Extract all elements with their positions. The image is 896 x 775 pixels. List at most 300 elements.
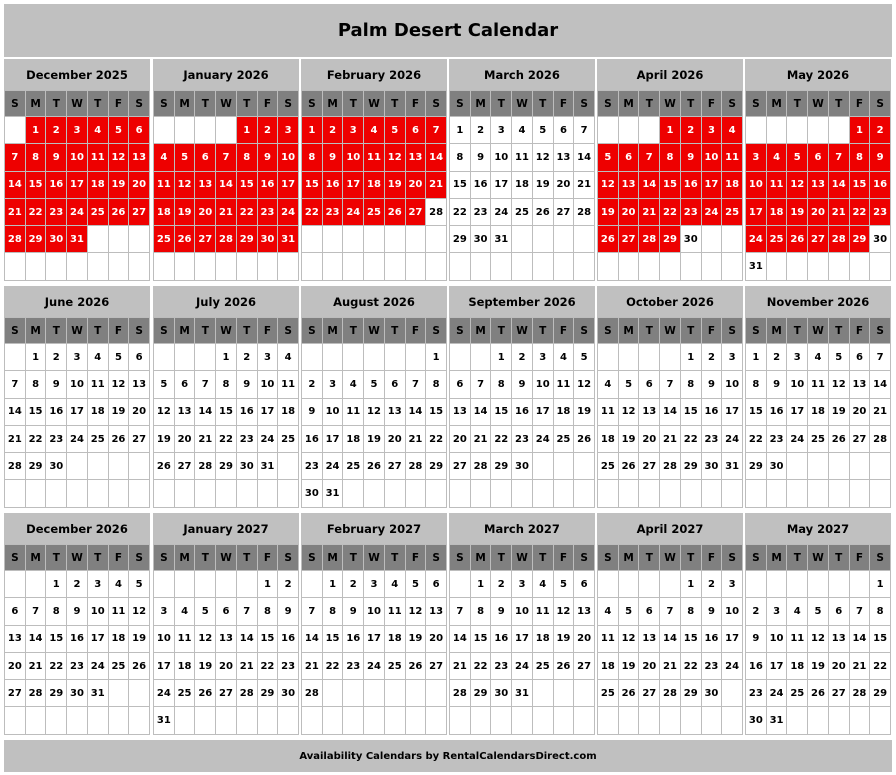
day-cell-empty bbox=[426, 707, 447, 734]
day-cell-available: 2 bbox=[237, 344, 258, 371]
day-cell-available: 24 bbox=[787, 426, 808, 453]
day-cell-available: 20 bbox=[216, 653, 237, 680]
day-cell-available: 11 bbox=[598, 626, 619, 653]
weekday-header: T bbox=[385, 318, 406, 344]
day-cell-booked: 19 bbox=[385, 172, 406, 199]
weekday-header: F bbox=[406, 318, 427, 344]
day-cell-empty bbox=[787, 453, 808, 480]
day-cell-available: 11 bbox=[598, 399, 619, 426]
day-cell-available: 13 bbox=[850, 371, 871, 398]
day-cell-available: 8 bbox=[491, 371, 512, 398]
weekday-header: T bbox=[491, 545, 512, 571]
day-cell-available: 9 bbox=[46, 371, 67, 398]
day-cell-available: 16 bbox=[278, 626, 299, 653]
day-cell-available: 12 bbox=[364, 399, 385, 426]
day-cell-available: 18 bbox=[343, 426, 364, 453]
day-cell-available: 14 bbox=[870, 371, 891, 398]
day-cell-available: 25 bbox=[533, 653, 554, 680]
day-cell-booked: 21 bbox=[829, 199, 850, 226]
day-cell-empty bbox=[598, 571, 619, 598]
day-cell-available: 2 bbox=[702, 571, 723, 598]
day-cell-available: 7 bbox=[406, 371, 427, 398]
day-cell-booked: 13 bbox=[129, 144, 150, 171]
day-cell-available: 11 bbox=[554, 371, 575, 398]
day-cell-booked: 15 bbox=[237, 172, 258, 199]
day-cell-empty bbox=[619, 480, 640, 507]
day-cell-available: 18 bbox=[808, 399, 829, 426]
day-cell-booked: 11 bbox=[154, 172, 175, 199]
weekday-header: S bbox=[870, 545, 891, 571]
month-title: September 2026 bbox=[449, 286, 595, 317]
day-cell-empty bbox=[450, 344, 471, 371]
day-cell-available: 7 bbox=[302, 598, 323, 625]
day-cell-available: 29 bbox=[491, 453, 512, 480]
day-cell-booked: 7 bbox=[5, 144, 26, 171]
day-cell-available: 8 bbox=[681, 598, 702, 625]
day-cell-empty bbox=[702, 226, 723, 253]
day-cell-available: 9 bbox=[491, 598, 512, 625]
day-cell-empty bbox=[237, 480, 258, 507]
weekday-header: M bbox=[471, 318, 492, 344]
day-cell-empty bbox=[129, 226, 150, 253]
day-cell-empty bbox=[491, 707, 512, 734]
weekday-header: S bbox=[278, 91, 299, 117]
day-cell-empty bbox=[364, 253, 385, 280]
weekday-header: F bbox=[554, 91, 575, 117]
day-cell-available: 4 bbox=[512, 117, 533, 144]
weekday-header: W bbox=[67, 545, 88, 571]
day-cell-empty bbox=[681, 253, 702, 280]
day-cell-booked: 22 bbox=[660, 199, 681, 226]
day-cell-available: 28 bbox=[26, 680, 47, 707]
day-cell-available: 14 bbox=[5, 399, 26, 426]
day-cell-booked: 6 bbox=[619, 144, 640, 171]
day-cell-empty bbox=[598, 480, 619, 507]
day-cell-empty bbox=[343, 707, 364, 734]
day-cell-available: 6 bbox=[216, 598, 237, 625]
weekday-header: F bbox=[554, 545, 575, 571]
day-cell-available: 30 bbox=[46, 453, 67, 480]
weekday-header: T bbox=[787, 545, 808, 571]
day-cell-available: 25 bbox=[598, 453, 619, 480]
day-cell-available: 27 bbox=[216, 680, 237, 707]
day-cell-available: 22 bbox=[450, 199, 471, 226]
day-cell-available: 10 bbox=[512, 598, 533, 625]
day-cell-available: 14 bbox=[406, 399, 427, 426]
weekday-header: T bbox=[681, 318, 702, 344]
day-cell-available: 3 bbox=[767, 598, 788, 625]
day-cell-empty bbox=[808, 707, 829, 734]
day-cell-available: 10 bbox=[767, 626, 788, 653]
weekday-header: S bbox=[746, 318, 767, 344]
day-cell-booked: 30 bbox=[258, 226, 279, 253]
day-cell-available: 29 bbox=[746, 453, 767, 480]
weekday-header: T bbox=[787, 318, 808, 344]
day-cell-booked: 19 bbox=[175, 199, 196, 226]
day-cell-available: 10 bbox=[154, 626, 175, 653]
day-cell-booked: 9 bbox=[258, 144, 279, 171]
day-cell-available: 6 bbox=[554, 117, 575, 144]
month-day-grid bbox=[153, 544, 299, 735]
day-cell-empty bbox=[323, 707, 344, 734]
month-title: October 2026 bbox=[597, 286, 743, 317]
day-cell-available: 8 bbox=[746, 371, 767, 398]
day-cell-available: 18 bbox=[109, 626, 130, 653]
day-cell-empty bbox=[343, 253, 364, 280]
day-cell-empty bbox=[471, 707, 492, 734]
day-cell-empty bbox=[195, 253, 216, 280]
day-cell-available: 3 bbox=[512, 571, 533, 598]
day-cell-available: 30 bbox=[870, 226, 891, 253]
day-cell-available: 2 bbox=[302, 371, 323, 398]
day-cell-empty bbox=[574, 707, 595, 734]
day-cell-available: 11 bbox=[512, 144, 533, 171]
day-cell-empty bbox=[26, 707, 47, 734]
day-cell-available: 26 bbox=[109, 426, 130, 453]
day-cell-available: 30 bbox=[237, 453, 258, 480]
day-cell-available: 17 bbox=[88, 626, 109, 653]
day-cell-empty bbox=[619, 117, 640, 144]
day-cell-available: 17 bbox=[323, 426, 344, 453]
day-cell-booked: 19 bbox=[109, 172, 130, 199]
weekday-header: S bbox=[302, 91, 323, 117]
day-cell-available: 19 bbox=[554, 626, 575, 653]
day-cell-empty bbox=[619, 707, 640, 734]
day-cell-booked: 4 bbox=[767, 144, 788, 171]
day-cell-available: 5 bbox=[619, 598, 640, 625]
day-cell-empty bbox=[598, 707, 619, 734]
day-cell-available: 25 bbox=[598, 680, 619, 707]
day-cell-available: 30 bbox=[512, 453, 533, 480]
day-cell-empty bbox=[850, 571, 871, 598]
day-cell-available: 20 bbox=[639, 653, 660, 680]
day-cell-available: 26 bbox=[829, 426, 850, 453]
day-cell-empty bbox=[88, 253, 109, 280]
day-cell-booked: 9 bbox=[681, 144, 702, 171]
day-cell-empty bbox=[278, 480, 299, 507]
day-cell-available: 7 bbox=[660, 371, 681, 398]
day-cell-available: 27 bbox=[5, 680, 26, 707]
day-cell-booked: 24 bbox=[278, 199, 299, 226]
day-cell-booked: 10 bbox=[702, 144, 723, 171]
day-cell-empty bbox=[533, 680, 554, 707]
day-cell-empty bbox=[26, 253, 47, 280]
weekday-header: F bbox=[109, 318, 130, 344]
weekday-header: F bbox=[109, 91, 130, 117]
day-cell-available: 29 bbox=[258, 680, 279, 707]
day-cell-available: 8 bbox=[870, 598, 891, 625]
day-cell-available: 23 bbox=[702, 426, 723, 453]
day-cell-available: 22 bbox=[46, 653, 67, 680]
day-cell-booked: 14 bbox=[216, 172, 237, 199]
day-cell-available: 22 bbox=[681, 426, 702, 453]
weekday-header: M bbox=[767, 545, 788, 571]
day-cell-booked: 2 bbox=[46, 117, 67, 144]
day-cell-available: 19 bbox=[195, 653, 216, 680]
day-cell-available: 2 bbox=[702, 344, 723, 371]
day-cell-booked: 26 bbox=[598, 226, 619, 253]
day-cell-available: 6 bbox=[385, 371, 406, 398]
day-cell-available: 7 bbox=[471, 371, 492, 398]
weekday-header: W bbox=[660, 545, 681, 571]
day-cell-available: 9 bbox=[302, 399, 323, 426]
day-cell-empty bbox=[385, 226, 406, 253]
weekday-header: S bbox=[598, 318, 619, 344]
day-cell-booked: 5 bbox=[109, 117, 130, 144]
day-cell-available: 31 bbox=[88, 680, 109, 707]
day-cell-available: 20 bbox=[450, 426, 471, 453]
day-cell-available: 7 bbox=[870, 344, 891, 371]
day-cell-available: 20 bbox=[175, 426, 196, 453]
day-cell-available: 1 bbox=[471, 571, 492, 598]
day-cell-booked: 13 bbox=[406, 144, 427, 171]
day-cell-available: 15 bbox=[26, 399, 47, 426]
footer-credit[interactable]: Availability Calendars by RentalCalendarsDirect.com bbox=[4, 740, 892, 772]
weekday-header: S bbox=[278, 545, 299, 571]
weekday-header: F bbox=[702, 318, 723, 344]
day-cell-available: 17 bbox=[722, 626, 743, 653]
day-cell-empty bbox=[598, 344, 619, 371]
day-cell-booked: 21 bbox=[216, 199, 237, 226]
month-calendar bbox=[153, 286, 299, 508]
day-cell-booked: 11 bbox=[722, 144, 743, 171]
day-cell-available: 9 bbox=[67, 598, 88, 625]
day-cell-available: 23 bbox=[302, 453, 323, 480]
day-cell-available: 4 bbox=[598, 598, 619, 625]
day-cell-available: 30 bbox=[767, 453, 788, 480]
day-cell-empty bbox=[258, 253, 279, 280]
day-cell-available: 13 bbox=[574, 598, 595, 625]
day-cell-available: 7 bbox=[850, 598, 871, 625]
weekday-header: F bbox=[258, 318, 279, 344]
day-cell-available: 27 bbox=[574, 653, 595, 680]
day-cell-available: 22 bbox=[426, 426, 447, 453]
day-cell-booked: 18 bbox=[767, 199, 788, 226]
weekday-header: M bbox=[323, 318, 344, 344]
day-cell-booked: 10 bbox=[278, 144, 299, 171]
day-cell-available: 6 bbox=[850, 344, 871, 371]
day-cell-booked: 3 bbox=[67, 117, 88, 144]
day-cell-booked: 26 bbox=[385, 199, 406, 226]
day-cell-available: 3 bbox=[722, 344, 743, 371]
day-cell-booked: 19 bbox=[598, 199, 619, 226]
day-cell-available: 7 bbox=[237, 598, 258, 625]
month-title: December 2026 bbox=[4, 513, 150, 544]
day-cell-available: 8 bbox=[258, 598, 279, 625]
day-cell-available: 19 bbox=[808, 653, 829, 680]
day-cell-available: 26 bbox=[533, 199, 554, 226]
day-cell-empty bbox=[660, 707, 681, 734]
month-day-grid bbox=[449, 90, 595, 281]
month-day-grid bbox=[301, 317, 447, 508]
day-cell-available: 8 bbox=[46, 598, 67, 625]
day-cell-booked: 1 bbox=[660, 117, 681, 144]
day-cell-available: 21 bbox=[870, 399, 891, 426]
day-cell-empty bbox=[702, 480, 723, 507]
day-cell-available: 3 bbox=[364, 571, 385, 598]
month-day-grid bbox=[745, 544, 891, 735]
month-title: May 2026 bbox=[745, 59, 891, 90]
day-cell-available: 25 bbox=[343, 453, 364, 480]
day-cell-available: 19 bbox=[533, 172, 554, 199]
day-cell-available: 30 bbox=[681, 226, 702, 253]
day-cell-available: 12 bbox=[195, 626, 216, 653]
weekday-header: F bbox=[258, 91, 279, 117]
day-cell-available: 5 bbox=[554, 571, 575, 598]
day-cell-booked: 18 bbox=[364, 172, 385, 199]
day-cell-available: 20 bbox=[385, 426, 406, 453]
day-cell-empty bbox=[88, 707, 109, 734]
day-cell-available: 5 bbox=[808, 598, 829, 625]
day-cell-available: 2 bbox=[343, 571, 364, 598]
day-cell-available: 7 bbox=[195, 371, 216, 398]
day-cell-empty bbox=[722, 253, 743, 280]
month-day-grid bbox=[301, 544, 447, 735]
day-cell-empty bbox=[808, 571, 829, 598]
day-cell-available: 30 bbox=[746, 707, 767, 734]
day-cell-available: 17 bbox=[787, 399, 808, 426]
day-cell-empty bbox=[660, 480, 681, 507]
day-cell-empty bbox=[195, 344, 216, 371]
weekday-header: M bbox=[619, 545, 640, 571]
day-cell-available: 5 bbox=[574, 344, 595, 371]
day-cell-booked: 19 bbox=[787, 199, 808, 226]
day-cell-empty bbox=[385, 344, 406, 371]
day-cell-available: 4 bbox=[533, 571, 554, 598]
day-cell-available: 15 bbox=[471, 626, 492, 653]
day-cell-available: 23 bbox=[343, 653, 364, 680]
month-calendar bbox=[745, 59, 891, 281]
day-cell-available: 5 bbox=[619, 371, 640, 398]
month-day-grid bbox=[597, 317, 743, 508]
day-cell-booked: 6 bbox=[808, 144, 829, 171]
day-cell-available: 17 bbox=[67, 399, 88, 426]
weekday-header: W bbox=[660, 318, 681, 344]
day-cell-available: 23 bbox=[67, 653, 88, 680]
day-cell-available: 27 bbox=[850, 426, 871, 453]
weekday-header: T bbox=[681, 91, 702, 117]
day-cell-available: 1 bbox=[26, 344, 47, 371]
day-cell-available: 14 bbox=[237, 626, 258, 653]
day-cell-available: 29 bbox=[681, 680, 702, 707]
day-cell-available: 21 bbox=[406, 426, 427, 453]
day-cell-available: 21 bbox=[850, 653, 871, 680]
day-cell-available: 28 bbox=[5, 453, 26, 480]
day-cell-available: 18 bbox=[533, 626, 554, 653]
day-cell-booked: 25 bbox=[88, 199, 109, 226]
day-cell-booked: 21 bbox=[639, 199, 660, 226]
weekday-header: M bbox=[175, 545, 196, 571]
day-cell-available: 14 bbox=[660, 399, 681, 426]
day-cell-booked: 16 bbox=[46, 172, 67, 199]
day-cell-empty bbox=[129, 253, 150, 280]
day-cell-available: 15 bbox=[681, 626, 702, 653]
day-cell-available: 8 bbox=[216, 371, 237, 398]
day-cell-available: 5 bbox=[829, 344, 850, 371]
weekday-header: T bbox=[343, 545, 364, 571]
day-cell-empty bbox=[237, 253, 258, 280]
day-cell-available: 7 bbox=[26, 598, 47, 625]
day-cell-empty bbox=[302, 571, 323, 598]
day-cell-available: 15 bbox=[46, 626, 67, 653]
day-cell-booked: 1 bbox=[26, 117, 47, 144]
day-cell-empty bbox=[26, 480, 47, 507]
weekday-header: F bbox=[554, 318, 575, 344]
day-cell-available: 22 bbox=[681, 653, 702, 680]
day-cell-booked: 31 bbox=[67, 226, 88, 253]
day-cell-available: 9 bbox=[702, 371, 723, 398]
weekday-header: F bbox=[406, 545, 427, 571]
month-calendar bbox=[745, 286, 891, 508]
day-cell-booked: 24 bbox=[67, 199, 88, 226]
day-cell-available: 25 bbox=[88, 426, 109, 453]
day-cell-available: 19 bbox=[154, 426, 175, 453]
day-cell-empty bbox=[870, 253, 891, 280]
day-cell-empty bbox=[829, 253, 850, 280]
day-cell-booked: 29 bbox=[26, 226, 47, 253]
day-cell-booked: 22 bbox=[26, 199, 47, 226]
day-cell-available: 24 bbox=[67, 426, 88, 453]
day-cell-empty bbox=[364, 707, 385, 734]
day-cell-available: 19 bbox=[129, 626, 150, 653]
day-cell-available: 28 bbox=[426, 199, 447, 226]
day-cell-empty bbox=[129, 680, 150, 707]
day-cell-empty bbox=[175, 253, 196, 280]
day-cell-booked: 29 bbox=[237, 226, 258, 253]
day-cell-empty bbox=[5, 117, 26, 144]
weekday-header: W bbox=[512, 318, 533, 344]
day-cell-available: 25 bbox=[278, 426, 299, 453]
day-cell-available: 26 bbox=[808, 680, 829, 707]
day-cell-booked: 20 bbox=[406, 172, 427, 199]
day-cell-booked: 25 bbox=[767, 226, 788, 253]
day-cell-empty bbox=[808, 480, 829, 507]
day-cell-empty bbox=[5, 707, 26, 734]
weekday-header: M bbox=[471, 91, 492, 117]
day-cell-booked: 9 bbox=[46, 144, 67, 171]
day-cell-available: 19 bbox=[829, 399, 850, 426]
day-cell-empty bbox=[870, 453, 891, 480]
day-cell-available: 15 bbox=[746, 399, 767, 426]
day-cell-available: 31 bbox=[767, 707, 788, 734]
day-cell-booked: 13 bbox=[808, 172, 829, 199]
day-cell-available: 14 bbox=[195, 399, 216, 426]
month-calendar bbox=[301, 513, 447, 735]
weekday-header: S bbox=[5, 318, 26, 344]
day-cell-available: 1 bbox=[426, 344, 447, 371]
day-cell-available: 10 bbox=[88, 598, 109, 625]
day-cell-empty bbox=[323, 344, 344, 371]
day-cell-available: 17 bbox=[512, 626, 533, 653]
weekday-header: S bbox=[746, 545, 767, 571]
day-cell-empty bbox=[426, 226, 447, 253]
day-cell-empty bbox=[67, 480, 88, 507]
day-cell-available: 16 bbox=[512, 399, 533, 426]
day-cell-available: 16 bbox=[46, 399, 67, 426]
weekday-header: T bbox=[343, 91, 364, 117]
weekday-header: W bbox=[216, 91, 237, 117]
weekday-header: T bbox=[46, 318, 67, 344]
day-cell-available: 27 bbox=[426, 653, 447, 680]
day-cell-empty bbox=[450, 480, 471, 507]
weekday-header: T bbox=[88, 545, 109, 571]
day-cell-available: 20 bbox=[829, 653, 850, 680]
day-cell-empty bbox=[554, 680, 575, 707]
weekday-header: T bbox=[237, 318, 258, 344]
day-cell-available: 2 bbox=[471, 117, 492, 144]
day-cell-empty bbox=[533, 253, 554, 280]
month-day-grid bbox=[4, 317, 150, 508]
